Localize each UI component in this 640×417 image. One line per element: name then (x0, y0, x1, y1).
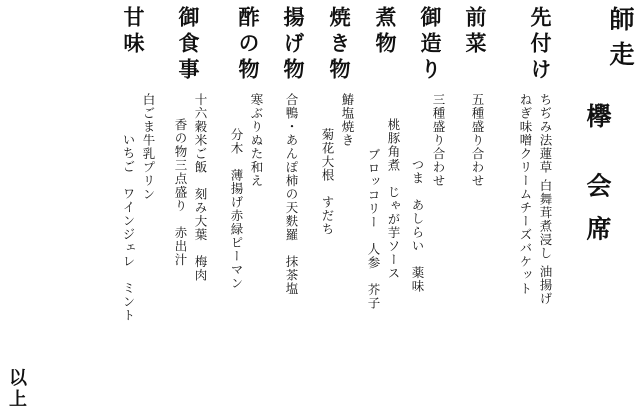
course-line-oshokuji-1: 十六穀米ご飯 刻み大葉 梅肉 (193, 93, 208, 282)
course-heading-nimono: 煮物 (373, 6, 398, 58)
course-line-sunomono-2: 分木 薄揚げ赤緑ピーマン (229, 128, 244, 290)
course-heading-oshokuji: 御食事 (176, 6, 201, 84)
course-heading-otsukuri: 御造り (418, 6, 443, 84)
course-line-sakizuke-1: ちぢみ法蓮草 白舞茸煮浸し 油揚げ (538, 93, 553, 306)
course-line-zensai-1: 五種盛り合わせ (470, 93, 485, 188)
course-line-kanmi-2: いちご ワインジェレ ミント (121, 133, 136, 322)
course-line-agemono-1: 合鴨・あんぽ柿の天麩羅 抹茶塩 (284, 93, 299, 296)
course-heading-yakimono: 焼き物 (327, 6, 352, 84)
course-heading-agemono: 揚げ物 (281, 6, 306, 84)
course-line-nimono-2: ブロッコリー 人参 芥子 (366, 148, 381, 310)
course-line-oshokuji-2: 香の物三点盛り 赤出汁 (173, 118, 188, 267)
course-line-kanmi-1: 白ごま牛乳プリン (141, 93, 156, 201)
course-line-sakizuke-2: ねぎ味噌クリームチーズバケット (518, 93, 533, 296)
menu-footer-ijou: 以上 (6, 368, 27, 410)
course-line-yakimono-2: 菊花大根 すだち (320, 128, 335, 236)
course-line-otsukuri-2: つま あしらい 薬味 (410, 158, 425, 293)
course-heading-kanmi: 甘味 (121, 6, 146, 58)
course-heading-sunomono: 酢の物 (236, 6, 261, 84)
course-line-sunomono-1: 寒ぶりぬた和え (249, 93, 264, 188)
course-line-yakimono-1: 鰆塩焼き (340, 93, 355, 147)
course-heading-sakizuke: 先付け (528, 6, 553, 84)
course-line-nimono-1: 桃豚角煮 じゃが芋ソース (386, 118, 401, 280)
menu-title-shiwasu: 師走 (606, 6, 635, 76)
course-line-otsukuri-1: 三種盛り合わせ (431, 93, 446, 188)
course-heading-zensai: 前菜 (463, 6, 488, 58)
menu-title-keyaki-kaiseki: 欅 会席 (583, 103, 612, 259)
